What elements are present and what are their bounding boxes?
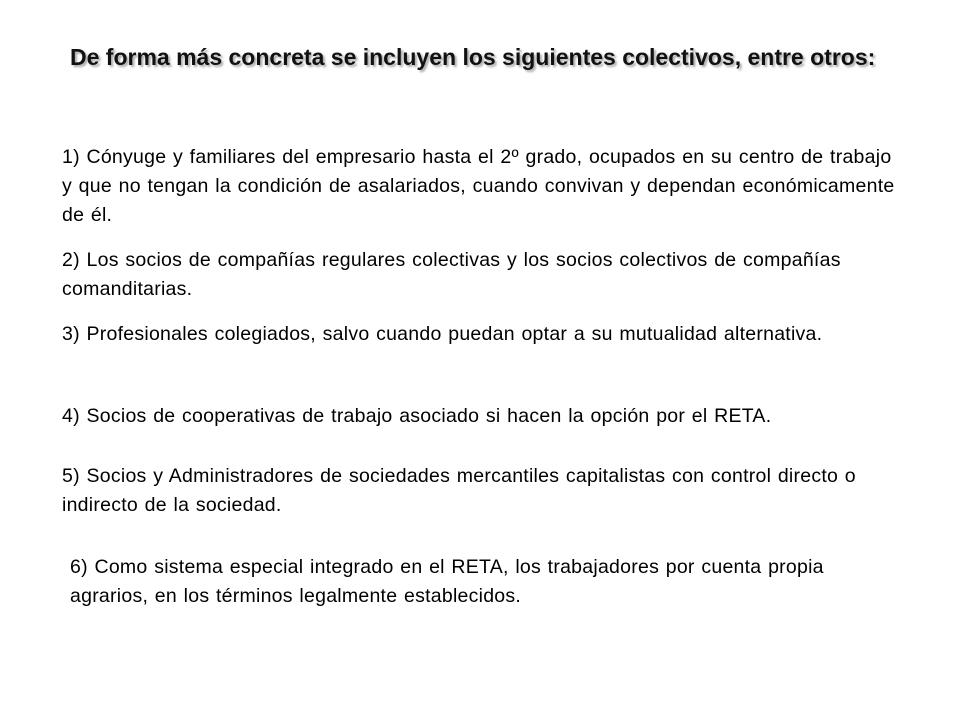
list-item-3: 3) Profesionales colegiados, salvo cuando puedan optar a su mutualidad alternativa. [62, 323, 823, 345]
list-item-1: 1) Cónyuge y familiares del empresario hasta el 2º grado, ocupados en su centro de trabajo y que no tengan la condición de asalariados, cuando convivan y dependan económicamente de él. [62, 146, 895, 226]
list-item-5: 5) Socios y Administradores de sociedades mercantiles capitalistas con control directo o indirecto de la sociedad. [62, 465, 856, 516]
list-item-6: 6) Como sistema especial integrado en el RETA, los trabajadores por cuenta propia agrarios, en los términos legalmente establecidos. [70, 556, 824, 607]
list-item-4: 4) Socios de cooperativas de trabajo asociado si hacen la opción por el RETA. [62, 405, 772, 427]
list-item-2: 2) Los socios de compañías regulares colectivas y los socios colectivos de compañías comanditarias. [62, 249, 841, 300]
slide-title: De forma más concreta se incluyen los siguientes colectivos, entre otros: [70, 44, 876, 70]
